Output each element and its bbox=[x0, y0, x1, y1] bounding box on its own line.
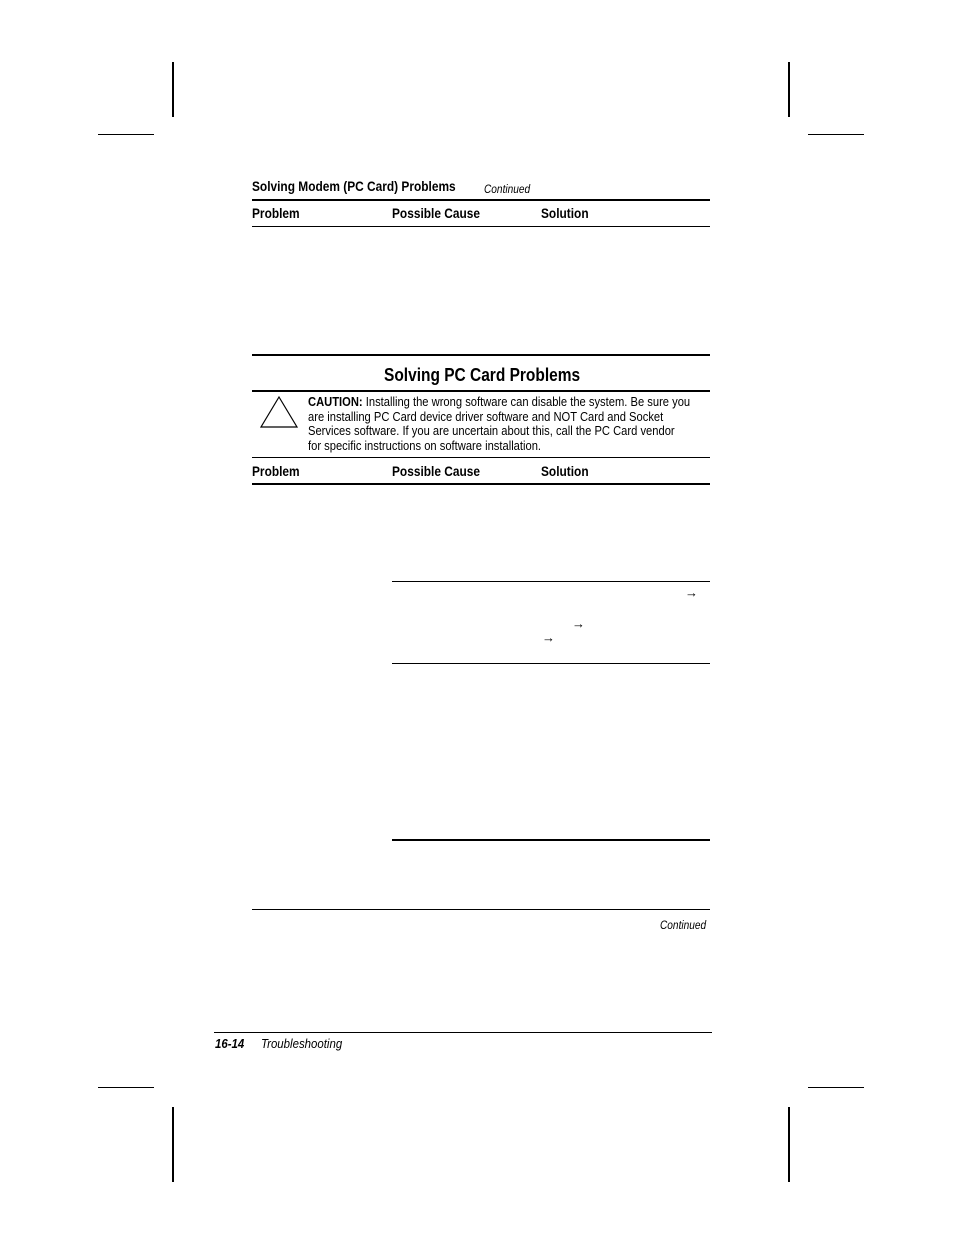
modem-col-solution: Solution bbox=[541, 205, 589, 221]
modem-table-title: Solving Modem (PC Card) Problems bbox=[252, 178, 456, 194]
modem-table-caption bbox=[252, 178, 492, 196]
modem-table-header-rule bbox=[252, 226, 710, 227]
caution-line-4: for specific instructions on software installation. bbox=[308, 437, 542, 453]
modem-table-top-rule bbox=[252, 199, 710, 201]
crop-mark-top-left-horizontal bbox=[98, 134, 154, 135]
pccard-section-top-rule bbox=[252, 354, 710, 356]
pccard-section-title: Solving PC Card Problems bbox=[384, 365, 581, 385]
pccard-col-problem: Problem bbox=[252, 463, 300, 479]
modem-table-continued-label: Continued bbox=[484, 184, 531, 196]
footer-page-number: 16-14 bbox=[215, 1036, 245, 1051]
footer-rule bbox=[214, 1032, 712, 1033]
crop-mark-bottom-right-horizontal bbox=[808, 1087, 864, 1088]
caution-label: CAUTION: bbox=[308, 394, 363, 409]
modem-col-problem: Problem bbox=[252, 205, 300, 221]
caution-triangle-icon bbox=[259, 395, 299, 430]
pccard-continued-label: Continued bbox=[660, 920, 707, 932]
pccard-col-solution: Solution bbox=[541, 463, 589, 479]
pccard-row-separator-3 bbox=[392, 839, 710, 841]
arrow-right-icon-2: → bbox=[572, 616, 585, 631]
caution-line-2: are installing PC Card device driver software and NOT Card and Socket bbox=[308, 408, 664, 424]
crop-mark-top-right-vertical bbox=[788, 62, 790, 117]
pccard-caution-rule bbox=[252, 457, 710, 458]
caution-line-3: Services software. If you are uncertain about this, call the PC Card vendor bbox=[308, 423, 675, 438]
footer-chapter-title: Troubleshooting bbox=[261, 1036, 343, 1051]
modem-col-cause: Possible Cause bbox=[392, 205, 480, 221]
caution-text bbox=[308, 395, 708, 453]
pccard-col-cause: Possible Cause bbox=[392, 463, 480, 479]
crop-mark-bottom-right-vertical bbox=[788, 1107, 790, 1182]
pccard-row-separator-2 bbox=[392, 663, 710, 664]
caution-line-1: Installing the wrong software can disable the system. Be sure you bbox=[362, 394, 691, 409]
crop-mark-bottom-left-horizontal bbox=[98, 1087, 154, 1088]
pccard-row-separator-1 bbox=[392, 581, 710, 582]
pccard-header-rule bbox=[252, 483, 710, 485]
crop-mark-top-left-vertical bbox=[172, 62, 174, 117]
pccard-table-bottom-rule bbox=[252, 909, 710, 910]
arrow-right-icon-3: → bbox=[542, 630, 555, 645]
pccard-title-rule bbox=[252, 390, 710, 392]
crop-mark-bottom-left-vertical bbox=[172, 1107, 174, 1182]
crop-mark-top-right-horizontal bbox=[808, 134, 864, 135]
arrow-right-icon-1: → bbox=[685, 585, 698, 600]
